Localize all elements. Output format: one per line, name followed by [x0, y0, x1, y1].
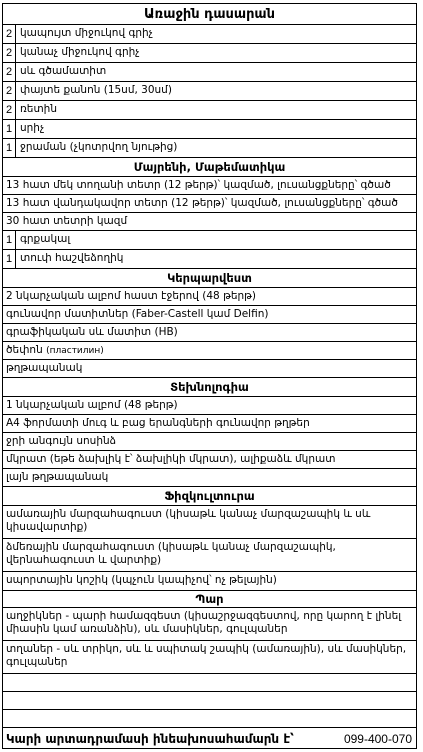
item-text: գունավոր մատիտներ (Faber-Castell կամ Delfin) [6, 307, 269, 320]
list-item [3, 608, 416, 641]
section-title-text: Պար [195, 592, 224, 606]
item-text: կանաչ միջուկով գրիչ [20, 46, 140, 59]
item-text: 13 հատ մեկ տողանի տետր (12 թերթ)՝ կազմած, լուսանցքները՝ գծած [6, 178, 391, 191]
item-text: սպորտային կոշիկ (կպչուն կապիչով՝ ոչ թելային) [6, 574, 277, 587]
list-item [3, 195, 416, 213]
section-title-text: Մայրենի, Մաթեմատիկա [133, 160, 286, 174]
list-item [3, 342, 416, 360]
item-text: ռետին [20, 103, 57, 116]
footer-phone[interactable]: 099-400-070 [343, 732, 412, 746]
list-item [3, 139, 416, 158]
item-text-main: ծեփոն [6, 343, 43, 356]
list-item [3, 25, 416, 44]
item-text: 1 նկարչական ալբոմ (48 թերթ) [6, 398, 178, 411]
item-qty: 2 [3, 101, 16, 119]
item-qty: 2 [3, 82, 16, 100]
list-item [3, 177, 416, 195]
item-text: սրիչ [20, 122, 45, 135]
list-item [3, 231, 416, 250]
footer-contact [3, 728, 416, 750]
list-item [3, 469, 416, 487]
section-title-tech [3, 378, 416, 397]
item-text: տուփ հաշվեձողիկ [20, 252, 124, 265]
section-title-text: Կերպարվեստ [167, 271, 252, 285]
item-qty: 2 [3, 25, 16, 43]
empty-row [3, 710, 416, 728]
list-item [3, 306, 416, 324]
item-qty: 1 [3, 250, 16, 268]
item-text: փայտե քանոն (15սմ, 30սմ) [20, 84, 172, 97]
item-text: 2 նկարչական ալբոմ հաստ էջերով (48 թերթ) [6, 289, 256, 302]
section-title-art [3, 269, 416, 288]
item-text: ձմեռային մարզահագուստ (կիսաթև կանաչ մարզաշապիկ, վերնահագուստ և վարտիք) [6, 541, 336, 567]
list-item [3, 506, 416, 539]
section-title-text: Առաջին դասարան [144, 6, 275, 22]
list-item [3, 63, 416, 82]
item-text: թղթապանակ [6, 361, 83, 374]
item-text: աղջիկներ - պարի համազգեստ (կիսաշրջազգեստով, որը կարող է լինել միասին կամ առանձին), սև մասիկներ, գուլպաներ [6, 610, 402, 636]
list-item [3, 360, 416, 378]
section-title-math [3, 158, 416, 177]
list-item [3, 44, 416, 63]
list-item [3, 433, 416, 451]
item-text: A4 ֆորմատի մուգ և բաց երանգների գունավոր թղթեր [6, 416, 310, 429]
item-text: 13 հատ վանդակավոր տետր (12 թերթ)՝ կազմած, լուսանցքները՝ գծած [6, 196, 398, 209]
item-qty: 2 [3, 63, 16, 81]
footer-label: Կարի արտադրամասի ինեախոսահամարն է՝ [6, 732, 294, 746]
list-item [3, 324, 416, 342]
list-item [3, 641, 416, 674]
item-text: 30 հատ տետրի կազմ [6, 214, 128, 227]
section-title-text: Տեխնոլոգիա [170, 380, 249, 394]
list-item [3, 451, 416, 469]
section-title-pe [3, 487, 416, 506]
empty-row [3, 674, 416, 692]
list-item [3, 213, 416, 231]
item-text: լայն թղթապանակ [6, 470, 109, 483]
list-item [3, 82, 416, 101]
list-item [3, 288, 416, 306]
item-text: ջրի անգույն սոսինձ [6, 434, 117, 447]
item-qty: 2 [3, 44, 16, 62]
list-item [3, 415, 416, 433]
item-text: տղաներ - սև տրիկո, սև և սպիտակ շապիկ (ամառային), սև մասիկներ, գուլպաներ [6, 643, 407, 669]
item-qty: 1 [3, 120, 16, 138]
list-item [3, 250, 416, 269]
item-text: ջրաման (չկոտրվող նյութից) [20, 141, 178, 154]
section-title-dance [3, 591, 416, 608]
list-item [3, 101, 416, 120]
item-text: ամառային մարզահագուստ (կիսաթև կանաչ մարզաշապիկ և սև կիսավարտիք) [6, 508, 371, 534]
item-text: սև գծամատիտ [20, 65, 107, 78]
empty-row [3, 692, 416, 710]
item-text [3, 344, 108, 357]
item-qty: 1 [3, 231, 16, 249]
section-title-grade1 [3, 4, 416, 25]
item-text: մկրատ (եթե ձախլիկ է՝ ձախլիկի մկրատ), ալիքաձև մկրատ [6, 452, 336, 465]
list-item [3, 120, 416, 139]
item-note: (пластилин) [46, 345, 104, 356]
section-title-text: Ֆիզկուլտուրա [164, 489, 255, 503]
list-item [3, 397, 416, 415]
item-text: գրաֆիկական սև մատիտ (HB) [6, 325, 178, 338]
item-text: կապույտ միջուկով գրիչ [20, 27, 153, 40]
item-text: գրքակալ [20, 233, 71, 246]
supply-list-table [2, 3, 417, 749]
item-qty: 1 [3, 139, 16, 157]
list-item [3, 572, 416, 591]
list-item [3, 539, 416, 572]
